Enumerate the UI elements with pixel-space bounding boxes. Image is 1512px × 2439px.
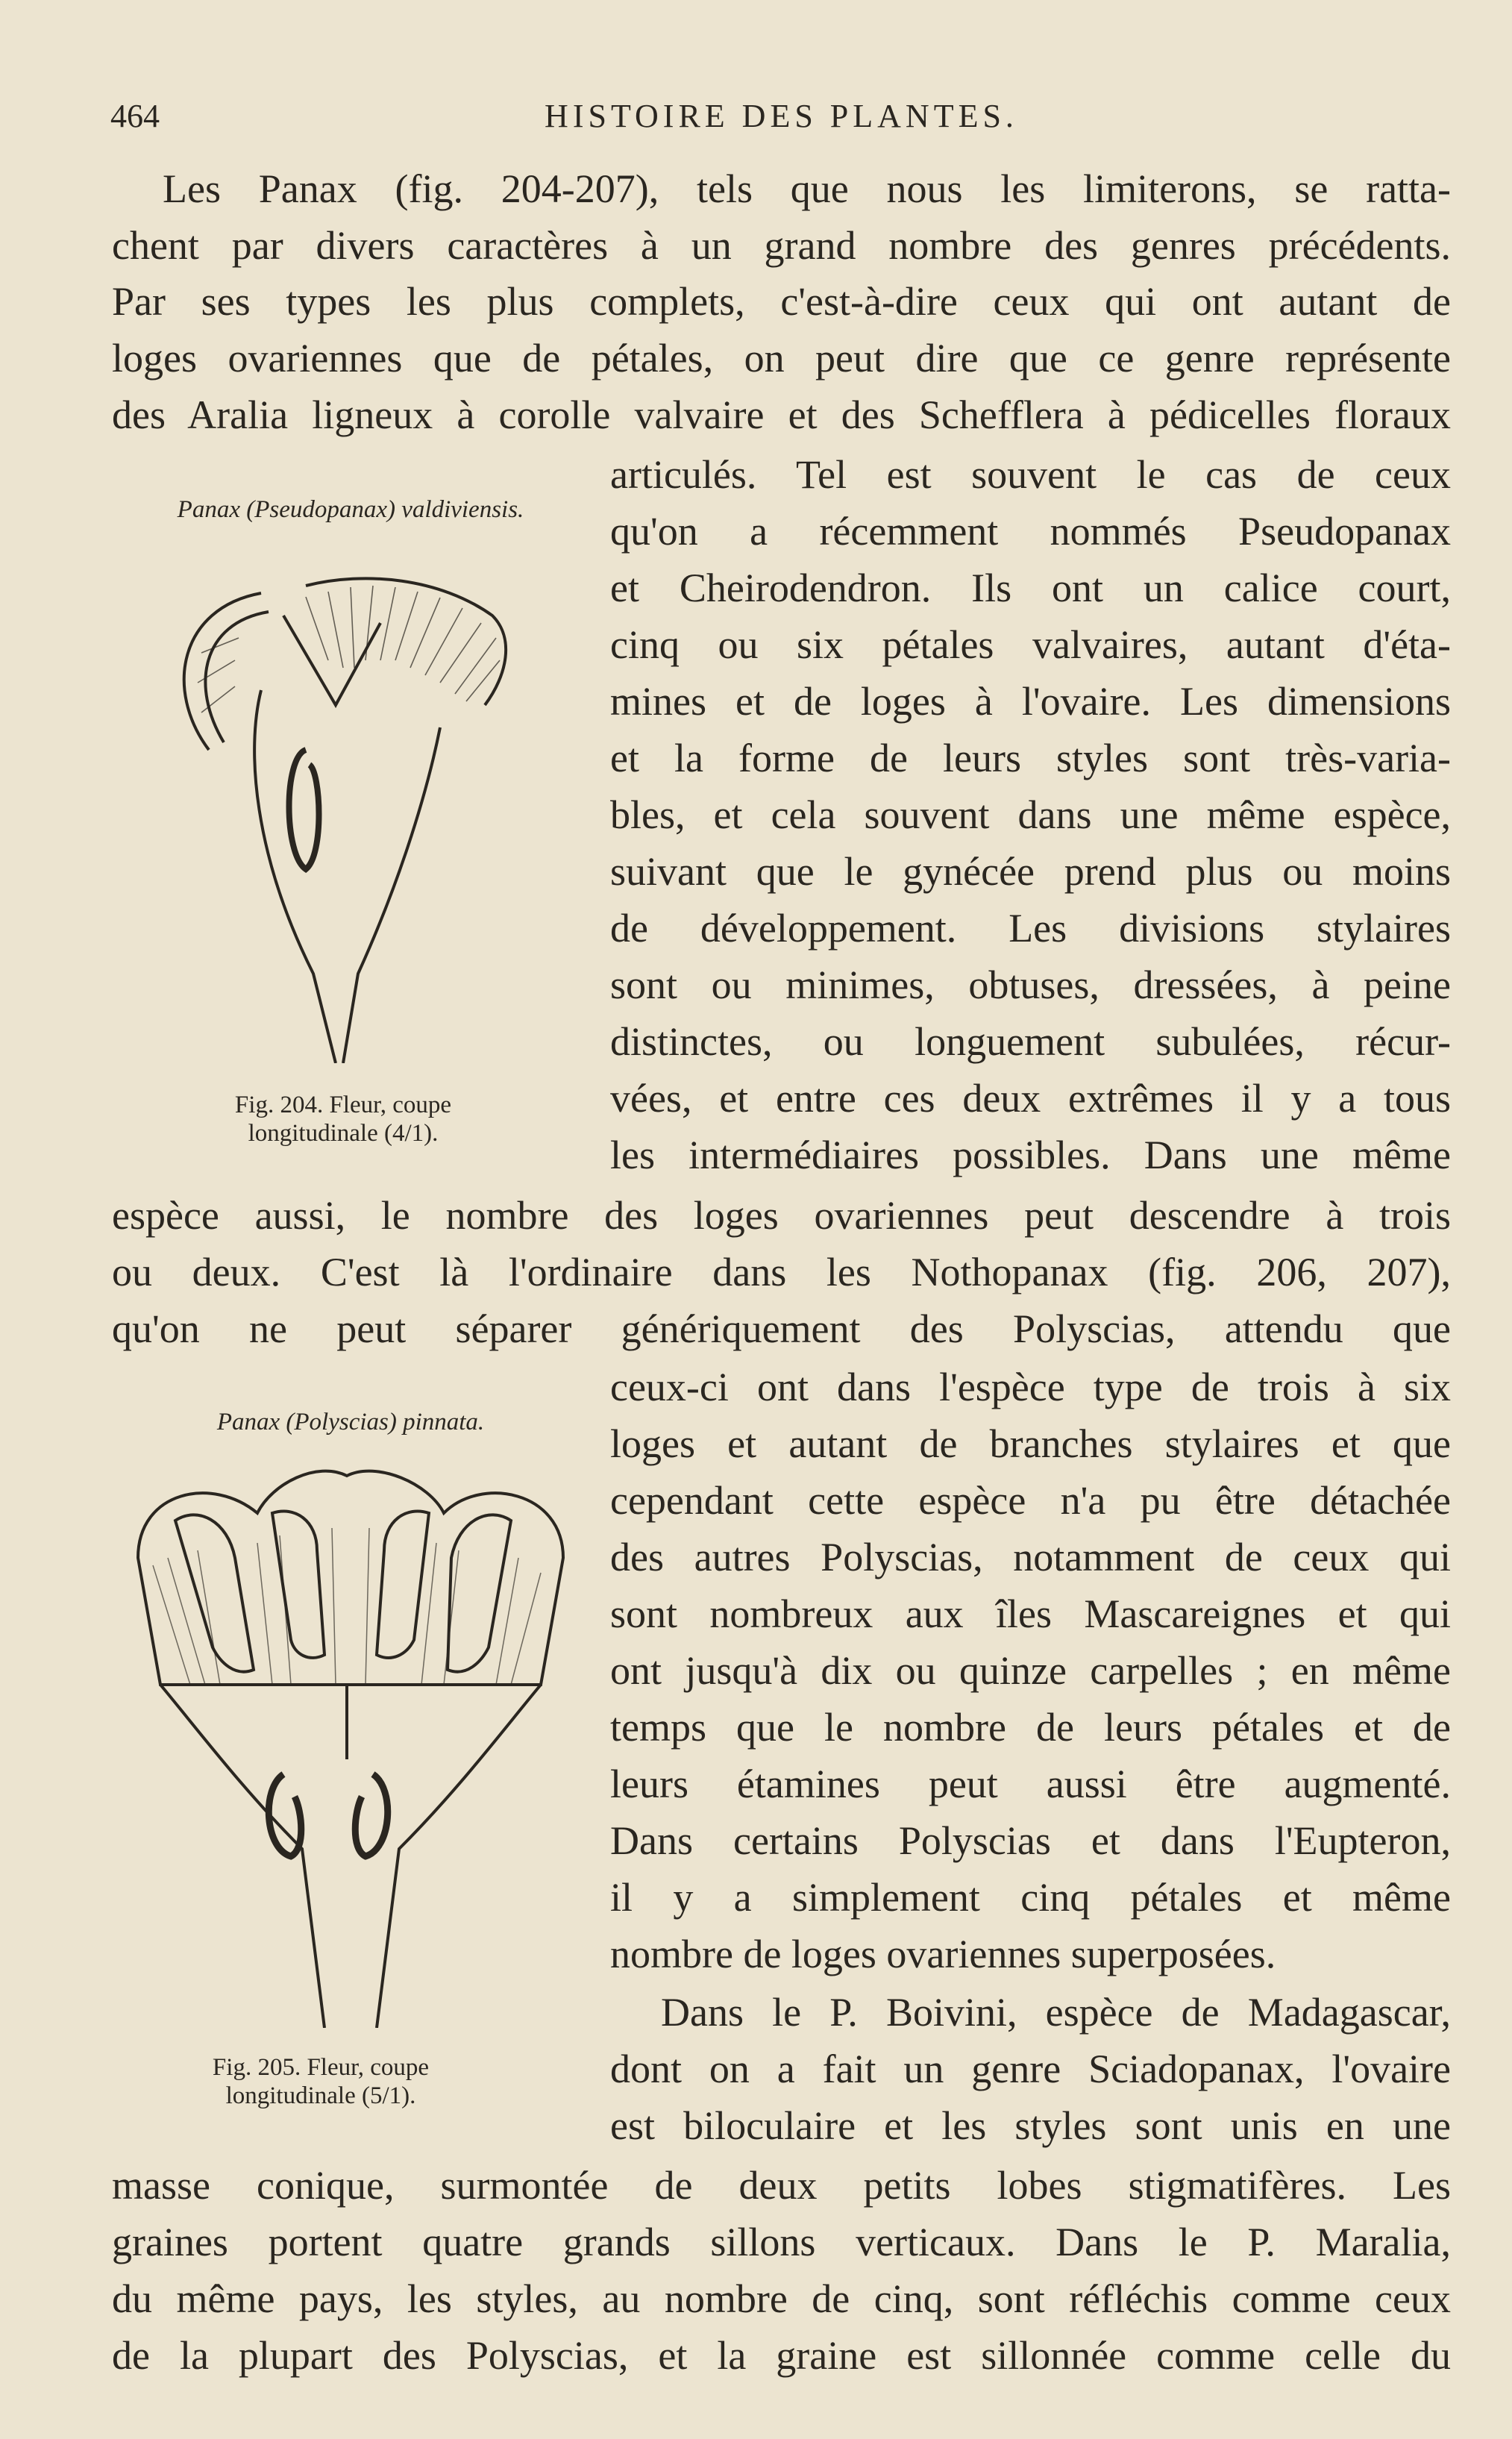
text-line: de développement. Les divisions stylaires: [610, 906, 1451, 951]
text-line: les intermédiaires possibles. Dans une même: [610, 1133, 1451, 1177]
text-line: il y a simplement cinq pétales et même: [610, 1875, 1451, 1920]
figure-205-caption-line2: longitudinale (5/1).: [225, 2082, 416, 2109]
text-line: est biloculaire et les styles sont unis en une: [610, 2103, 1451, 2148]
text-line: chent par divers caractères à un grand nombre des genres précédents.: [112, 223, 1451, 268]
text-line: suivant que le gynécée prend plus ou moins: [610, 849, 1451, 894]
figure-205-title: Panax (Polyscias) pinnata.: [216, 1409, 485, 1435]
text-line: graines portent quatre grands sillons verticaux. Dans le P. Maralia,: [112, 2220, 1451, 2264]
text-line: cependant cette espèce n'a pu être détachée: [610, 1478, 1451, 1523]
text-line: du même pays, les styles, au nombre de cinq, sont réfléchis comme ceux: [112, 2276, 1451, 2321]
text-line: espèce aussi, le nombre des loges ovariennes peut descendre à trois: [112, 1193, 1451, 1238]
page-header: [110, 97, 1452, 142]
figure-204-caption-line1: Fig. 204. Fleur, coupe: [234, 1092, 452, 1118]
text-line: Dans certains Polyscias et dans l'Eupteron,: [610, 1818, 1451, 1863]
text-line: nombre de loges ovariennes superposées.: [610, 1932, 1276, 1976]
figure-205-illustration: [123, 1461, 578, 2028]
text-line: articulés. Tel est souvent le cas de ceux: [610, 452, 1451, 497]
text-line: ont jusqu'à dix ou quinze carpelles ; en même: [610, 1648, 1451, 1693]
text-line: mines et de loges à l'ovaire. Les dimensions: [610, 679, 1451, 724]
text-line: temps que le nombre de leurs pétales et de: [610, 1705, 1451, 1750]
figure-204-illustration: [157, 556, 545, 1063]
page-number: 464: [110, 98, 160, 134]
text-line: loges ovariennes que de pétales, on peut dire que ce genre représente: [112, 336, 1451, 381]
text-line: de la plupart des Polyscias, et la graine est sillonnée comme celle du: [112, 2333, 1451, 2378]
figure-204-caption-line2: longitudinale (4/1).: [248, 1120, 439, 1147]
text-line: bles, et cela souvent dans une même espèce,: [610, 792, 1451, 837]
text-line: masse conique, surmontée de deux petits lobes stigmatifères. Les: [112, 2163, 1451, 2208]
text-line: ceux-ci ont dans l'espèce type de trois à six: [610, 1365, 1451, 1409]
text-line: distinctes, ou longuement subulées, récur-: [610, 1019, 1451, 1064]
text-line: et Cheirodendron. Ils ont un calice court,: [610, 566, 1451, 610]
text-line: ou deux. C'est là l'ordinaire dans les Nothopanax (fig. 206, 207),: [112, 1250, 1451, 1294]
text-line: qu'on ne peut séparer génériquement des Polyscias, attendu que: [112, 1306, 1451, 1351]
figure-205-caption-line1: Fig. 205. Fleur, coupe: [212, 2054, 430, 2081]
running-title: HISTOIRE DES PLANTES.: [545, 98, 1018, 134]
text-line: Dans le P. Boivini, espèce de Madagascar,: [661, 1990, 1451, 2035]
text-line: qu'on a récemment nommés Pseudopanax: [610, 509, 1451, 554]
text-line: des autres Polyscias, notamment de ceux qui: [610, 1535, 1451, 1579]
text-line: dont on a fait un genre Sciadopanax, l'ovaire: [610, 2047, 1451, 2091]
text-line: et la forme de leurs styles sont très-varia-: [610, 736, 1451, 780]
text-line: Les Panax (fig. 204-207), tels que nous les limiterons, se ratta-: [163, 166, 1451, 211]
text-line: Par ses types les plus complets, c'est-à-dire ceux qui ont autant de: [112, 279, 1451, 324]
text-line: vées, et entre ces deux extrêmes il y a tous: [610, 1076, 1451, 1121]
figure-204-title: Panax (Pseudopanax) valdiviensis.: [177, 496, 524, 523]
text-line: des Aralia ligneux à corolle valvaire et des Schefflera à pédicelles floraux: [112, 392, 1451, 437]
text-line: loges et autant de branches stylaires et que: [610, 1421, 1451, 1466]
text-line: sont nombreux aux îles Mascareignes et qui: [610, 1591, 1451, 1636]
text-line: leurs étamines peut aussi être augmenté.: [610, 1762, 1451, 1806]
text-line: sont ou minimes, obtuses, dressées, à peine: [610, 962, 1451, 1007]
text-line: cinq ou six pétales valvaires, autant d'éta-: [610, 622, 1451, 667]
